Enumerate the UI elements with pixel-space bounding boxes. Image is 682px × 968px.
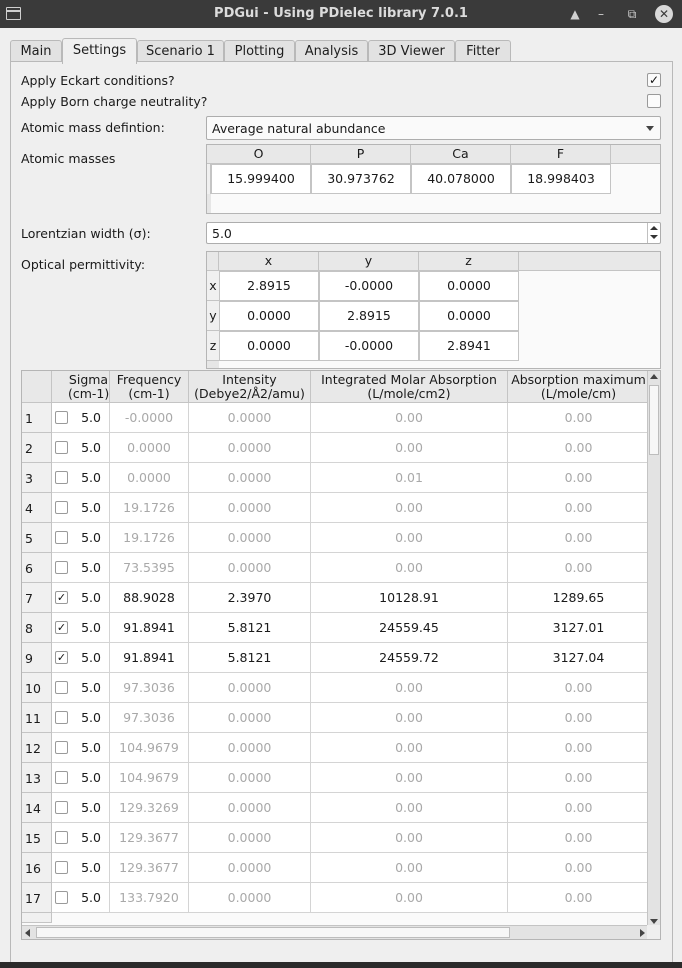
sigma-value: 5.0 (81, 620, 101, 635)
optical-row-label: y (207, 301, 219, 331)
spin-buttons[interactable] (647, 223, 660, 243)
optical-cell[interactable]: -0.0000 (319, 271, 419, 301)
tab-plotting[interactable]: Plotting (224, 40, 295, 63)
masses-header: Ca (411, 145, 511, 164)
lorentzian-width-value: 5.0 (212, 226, 232, 241)
scroll-corner (647, 925, 660, 939)
intensity-cell[interactable]: 0.0000 (189, 763, 311, 793)
row-number[interactable]: 8 (22, 613, 52, 643)
row-number[interactable]: 3 (22, 463, 52, 493)
sigma-cell[interactable] (52, 553, 110, 583)
sigma-cell[interactable] (52, 733, 110, 763)
intensity-cell[interactable]: 0.0000 (189, 493, 311, 523)
sigma-cell[interactable] (52, 703, 110, 733)
amax-cell[interactable]: 0.00 (508, 493, 649, 523)
scroll-up-icon[interactable] (650, 374, 658, 379)
row-number[interactable]: 14 (22, 793, 52, 823)
masses-header: F (511, 145, 611, 164)
row-number[interactable]: 7 (22, 583, 52, 613)
table-row (22, 643, 648, 673)
table-corner (22, 371, 52, 403)
amax-cell[interactable]: 0.00 (508, 793, 649, 823)
mass-definition-label: Atomic mass defintion: (21, 120, 165, 135)
table-row (22, 763, 648, 793)
row-number[interactable]: 9 (22, 643, 52, 673)
amax-cell[interactable]: 3127.04 (508, 643, 649, 673)
freq-cell[interactable]: 129.3269 (110, 793, 189, 823)
intensity-cell[interactable]: 0.0000 (189, 403, 311, 433)
freq-cell[interactable]: 133.7920 (110, 883, 189, 913)
table-row (22, 883, 648, 913)
sigma-value: 5.0 (81, 410, 101, 425)
sigma-cell[interactable] (52, 613, 110, 643)
header-line: (cm-1) (68, 385, 110, 401)
ima-cell[interactable]: 0.00 (311, 703, 508, 733)
header-line: (L/mole/cm2) (367, 385, 451, 401)
table-row (22, 613, 648, 643)
sigma-cell[interactable] (52, 823, 110, 853)
freq-cell[interactable]: 97.3036 (110, 673, 189, 703)
sigma-value: 5.0 (81, 500, 101, 515)
optical-row-label: x (207, 271, 219, 301)
header-line: (cm-1) (128, 385, 170, 401)
sigma-value: 5.0 (81, 710, 101, 725)
mass-cell[interactable]: 15.999400 (211, 164, 311, 194)
freq-cell[interactable]: 104.9679 (110, 763, 189, 793)
mass-cell[interactable]: 18.998403 (511, 164, 611, 194)
scroll-thumb[interactable] (649, 385, 659, 455)
optical-cell[interactable]: 0.0000 (419, 271, 519, 301)
intensity-cell[interactable]: 0.0000 (189, 823, 311, 853)
column-header-sigma[interactable] (52, 371, 110, 403)
include-checkbox[interactable] (55, 711, 68, 724)
include-checkbox[interactable] (55, 411, 68, 424)
ima-cell[interactable]: 0.00 (311, 673, 508, 703)
table-row-partial (22, 913, 648, 923)
sigma-value: 5.0 (81, 530, 101, 545)
intensity-cell[interactable]: 0.0000 (189, 523, 311, 553)
amax-cell[interactable]: 0.00 (508, 823, 649, 853)
mass-cell[interactable]: 30.973762 (311, 164, 411, 194)
tab-fitter[interactable]: Fitter (455, 40, 511, 63)
sigma-value: 5.0 (81, 890, 101, 905)
ima-cell[interactable]: 0.00 (311, 883, 508, 913)
freq-cell[interactable]: 91.8941 (110, 643, 189, 673)
optical-cell[interactable]: 0.0000 (219, 331, 319, 361)
intensity-cell[interactable]: 0.0000 (189, 553, 311, 583)
amax-cell[interactable]: 0.00 (508, 403, 649, 433)
header-line: Absorption maximum (511, 372, 646, 387)
include-checkbox[interactable]: ✓ (56, 621, 67, 634)
optical-header-filler (519, 252, 660, 271)
sigma-cell[interactable] (52, 673, 110, 703)
include-checkbox[interactable] (55, 801, 68, 814)
sigma-value: 5.0 (81, 800, 101, 815)
ima-cell[interactable]: 0.00 (311, 733, 508, 763)
row-number[interactable]: 16 (22, 853, 52, 883)
optical-corner (207, 252, 219, 271)
vertical-scrollbar[interactable] (647, 371, 660, 927)
row-number[interactable]: 12 (22, 733, 52, 763)
ima-cell[interactable]: 10128.91 (311, 583, 508, 613)
close-icon[interactable]: ✕ (655, 5, 673, 23)
minimize-icon[interactable]: – (598, 7, 604, 21)
intensity-cell[interactable]: 0.0000 (189, 853, 311, 883)
include-checkbox[interactable] (55, 771, 68, 784)
intensity-cell[interactable]: 0.0000 (189, 673, 311, 703)
amax-cell[interactable]: 0.00 (508, 883, 649, 913)
optical-cell[interactable]: 2.8915 (319, 301, 419, 331)
freq-cell[interactable]: 129.3677 (110, 853, 189, 883)
row-number[interactable]: 2 (22, 433, 52, 463)
main-window (0, 28, 682, 962)
restore-icon[interactable]: ⧉ (627, 7, 637, 21)
sigma-cell[interactable] (52, 463, 110, 493)
sigma-cell[interactable] (52, 523, 110, 553)
mass-cell[interactable]: 40.078000 (411, 164, 511, 194)
freq-cell[interactable]: 0.0000 (110, 433, 189, 463)
table-row (22, 583, 648, 613)
sigma-value: 5.0 (81, 680, 101, 695)
chevron-down-icon (646, 126, 654, 131)
ima-cell[interactable]: 0.00 (311, 793, 508, 823)
ima-cell[interactable]: 0.00 (311, 553, 508, 583)
ima-cell[interactable]: 0.00 (311, 523, 508, 553)
column-header-integrated-molar-absorption[interactable] (311, 371, 508, 403)
sigma-cell[interactable] (52, 583, 110, 613)
ima-cell[interactable]: 24559.72 (311, 643, 508, 673)
optical-permittivity-label: Optical permittivity: (21, 257, 146, 272)
optical-header: x (219, 252, 319, 271)
row-number[interactable]: 10 (22, 673, 52, 703)
row-number[interactable]: 17 (22, 883, 52, 913)
header-line: (Debye2/Å2/amu) (194, 385, 305, 401)
row-number[interactable]: 4 (22, 493, 52, 523)
sigma-cell[interactable] (52, 493, 110, 523)
born-checkbox[interactable] (647, 94, 661, 108)
table-row (22, 703, 648, 733)
ima-cell[interactable]: 24559.45 (311, 613, 508, 643)
table-row (22, 793, 648, 823)
amax-cell[interactable]: 0.00 (508, 853, 649, 883)
table-row (22, 523, 648, 553)
optical-header: y (319, 252, 419, 271)
include-checkbox[interactable] (55, 891, 68, 904)
eckart-checkbox[interactable]: ✓ (648, 73, 660, 87)
table-row (22, 493, 648, 523)
sigma-value: 5.0 (81, 590, 101, 605)
row-number[interactable]: 1 (22, 403, 52, 433)
column-header-frequency[interactable] (110, 371, 189, 403)
optical-header: z (419, 252, 519, 271)
include-checkbox[interactable] (55, 471, 68, 484)
intensity-cell[interactable]: 0.0000 (189, 733, 311, 763)
sigma-value: 5.0 (81, 650, 101, 665)
sigma-value: 5.0 (81, 560, 101, 575)
optical-cell[interactable]: 2.8941 (419, 331, 519, 361)
header-line: Sigma (68, 372, 109, 387)
intensity-cell[interactable]: 0.0000 (189, 463, 311, 493)
eckart-label: Apply Eckart conditions? (21, 73, 175, 88)
tab-main[interactable]: Main (10, 40, 62, 63)
horizontal-scrollbar[interactable] (22, 925, 648, 939)
tab-analysis[interactable]: Analysis (295, 40, 368, 63)
ima-cell[interactable]: 0.00 (311, 433, 508, 463)
spin-down-icon[interactable] (650, 235, 658, 239)
masses-header: O (207, 145, 311, 164)
intensity-cell[interactable]: 0.0000 (189, 433, 311, 463)
sigma-cell[interactable] (52, 853, 110, 883)
amax-cell[interactable]: 0.00 (508, 463, 649, 493)
sigma-cell[interactable] (52, 883, 110, 913)
tab-3d-viewer[interactable]: 3D Viewer (368, 40, 455, 63)
include-checkbox[interactable]: ✓ (56, 591, 67, 604)
optical-row-label: z (207, 331, 219, 361)
ima-cell[interactable]: 0.00 (311, 763, 508, 793)
atomic-masses-table (206, 144, 661, 214)
spin-up-icon[interactable] (650, 226, 658, 230)
optical-cell[interactable]: -0.0000 (319, 331, 419, 361)
include-checkbox[interactable] (55, 741, 68, 754)
include-checkbox[interactable] (55, 441, 68, 454)
row-number[interactable]: 15 (22, 823, 52, 853)
row-number[interactable]: 6 (22, 553, 52, 583)
sigma-value: 5.0 (81, 740, 101, 755)
lorentzian-width-spinbox[interactable] (206, 222, 661, 244)
tab-scenario-1[interactable]: Scenario 1 (137, 40, 224, 63)
header-line: Frequency (116, 372, 182, 387)
include-checkbox[interactable] (55, 861, 68, 874)
scroll-left-icon[interactable] (25, 929, 30, 937)
ima-cell[interactable]: 0.00 (311, 493, 508, 523)
optical-cell[interactable]: 0.0000 (219, 301, 319, 331)
tab-settings[interactable]: Settings (62, 38, 137, 64)
amax-cell[interactable]: 0.00 (508, 703, 649, 733)
table-row (22, 823, 648, 853)
row-number[interactable]: 11 (22, 703, 52, 733)
freq-cell[interactable]: 88.9028 (110, 583, 189, 613)
ima-cell[interactable]: 0.00 (311, 823, 508, 853)
title-bar (0, 0, 682, 28)
sigma-cell[interactable] (52, 403, 110, 433)
masses-header-filler (611, 145, 660, 164)
lorentzian-label: Lorentzian width (σ): (21, 226, 151, 241)
table-row (22, 853, 648, 883)
ima-cell[interactable]: 0.01 (311, 463, 508, 493)
table-row (22, 553, 648, 583)
ima-cell[interactable]: 0.00 (311, 853, 508, 883)
table-row (22, 403, 648, 433)
intensity-cell[interactable]: 5.8121 (189, 643, 311, 673)
sigma-cell[interactable] (52, 763, 110, 793)
amax-cell[interactable]: 0.00 (508, 763, 649, 793)
row-number[interactable]: 13 (22, 763, 52, 793)
freq-cell[interactable]: -0.0000 (110, 403, 189, 433)
amax-cell[interactable]: 0.00 (508, 553, 649, 583)
header-line: (L/mole/cm) (540, 385, 617, 401)
freq-cell[interactable]: 73.5395 (110, 553, 189, 583)
optical-cell[interactable]: 0.0000 (419, 301, 519, 331)
optical-cell[interactable]: 2.8915 (219, 271, 319, 301)
amax-cell[interactable]: 1289.65 (508, 583, 649, 613)
scroll-down-icon[interactable] (650, 919, 658, 924)
amax-cell[interactable]: 0.00 (508, 733, 649, 763)
amax-cell[interactable]: 0.00 (508, 523, 649, 553)
freq-cell[interactable]: 19.1726 (110, 493, 189, 523)
window-title: PDGui - Using PDielec library 7.0.1 (214, 6, 468, 21)
minimize-up-icon[interactable]: ▲ (570, 7, 580, 21)
header-line: Integrated Molar Absorption (321, 372, 497, 387)
intensity-cell[interactable]: 0.0000 (189, 703, 311, 733)
born-label: Apply Born charge neutrality? (21, 94, 208, 109)
window-bottom-edge (0, 962, 682, 968)
intensity-cell[interactable]: 5.8121 (189, 613, 311, 643)
header-line: Intensity (222, 372, 277, 387)
include-checkbox[interactable] (55, 831, 68, 844)
amax-cell[interactable]: 0.00 (508, 433, 649, 463)
optical-permittivity-table (206, 251, 661, 369)
sigma-cell[interactable] (52, 643, 110, 673)
sigma-value: 5.0 (81, 470, 101, 485)
sigma-value: 5.0 (81, 860, 101, 875)
intensity-cell[interactable]: 2.3970 (189, 583, 311, 613)
column-header-intensity[interactable] (189, 371, 311, 403)
freq-cell[interactable]: 104.9679 (110, 733, 189, 763)
ima-cell[interactable]: 0.00 (311, 403, 508, 433)
intensity-cell[interactable]: 0.0000 (189, 793, 311, 823)
freq-cell[interactable]: 129.3677 (110, 823, 189, 853)
sigma-value: 5.0 (81, 830, 101, 845)
include-checkbox[interactable]: ✓ (56, 651, 67, 664)
freq-cell[interactable]: 91.8941 (110, 613, 189, 643)
atomic-masses-label: Atomic masses (21, 151, 116, 166)
freq-cell[interactable]: 0.0000 (110, 463, 189, 493)
sigma-value: 5.0 (81, 770, 101, 785)
sigma-cell[interactable] (52, 433, 110, 463)
table-row (22, 433, 648, 463)
scroll-right-icon[interactable] (640, 929, 645, 937)
mass-definition-select[interactable] (206, 116, 661, 140)
sigma-cell[interactable] (52, 793, 110, 823)
intensity-cell[interactable]: 0.0000 (189, 883, 311, 913)
frequency-table (21, 370, 661, 940)
include-checkbox[interactable] (55, 681, 68, 694)
hscroll-thumb[interactable] (36, 927, 510, 938)
row-number[interactable]: 5 (22, 523, 52, 553)
sigma-value: 5.0 (81, 440, 101, 455)
amax-cell[interactable]: 3127.01 (508, 613, 649, 643)
mass-definition-value: Average natural abundance (212, 121, 386, 136)
masses-header: P (311, 145, 411, 164)
freq-cell[interactable]: 19.1726 (110, 523, 189, 553)
amax-cell[interactable]: 0.00 (508, 673, 649, 703)
column-header-absorption-maximum[interactable] (508, 371, 649, 403)
include-checkbox[interactable] (55, 531, 68, 544)
table-row (22, 673, 648, 703)
freq-cell[interactable]: 97.3036 (110, 703, 189, 733)
include-checkbox[interactable] (55, 561, 68, 574)
settings-panel (10, 61, 673, 968)
table-row (22, 733, 648, 763)
table-row (22, 463, 648, 493)
include-checkbox[interactable] (55, 501, 68, 514)
